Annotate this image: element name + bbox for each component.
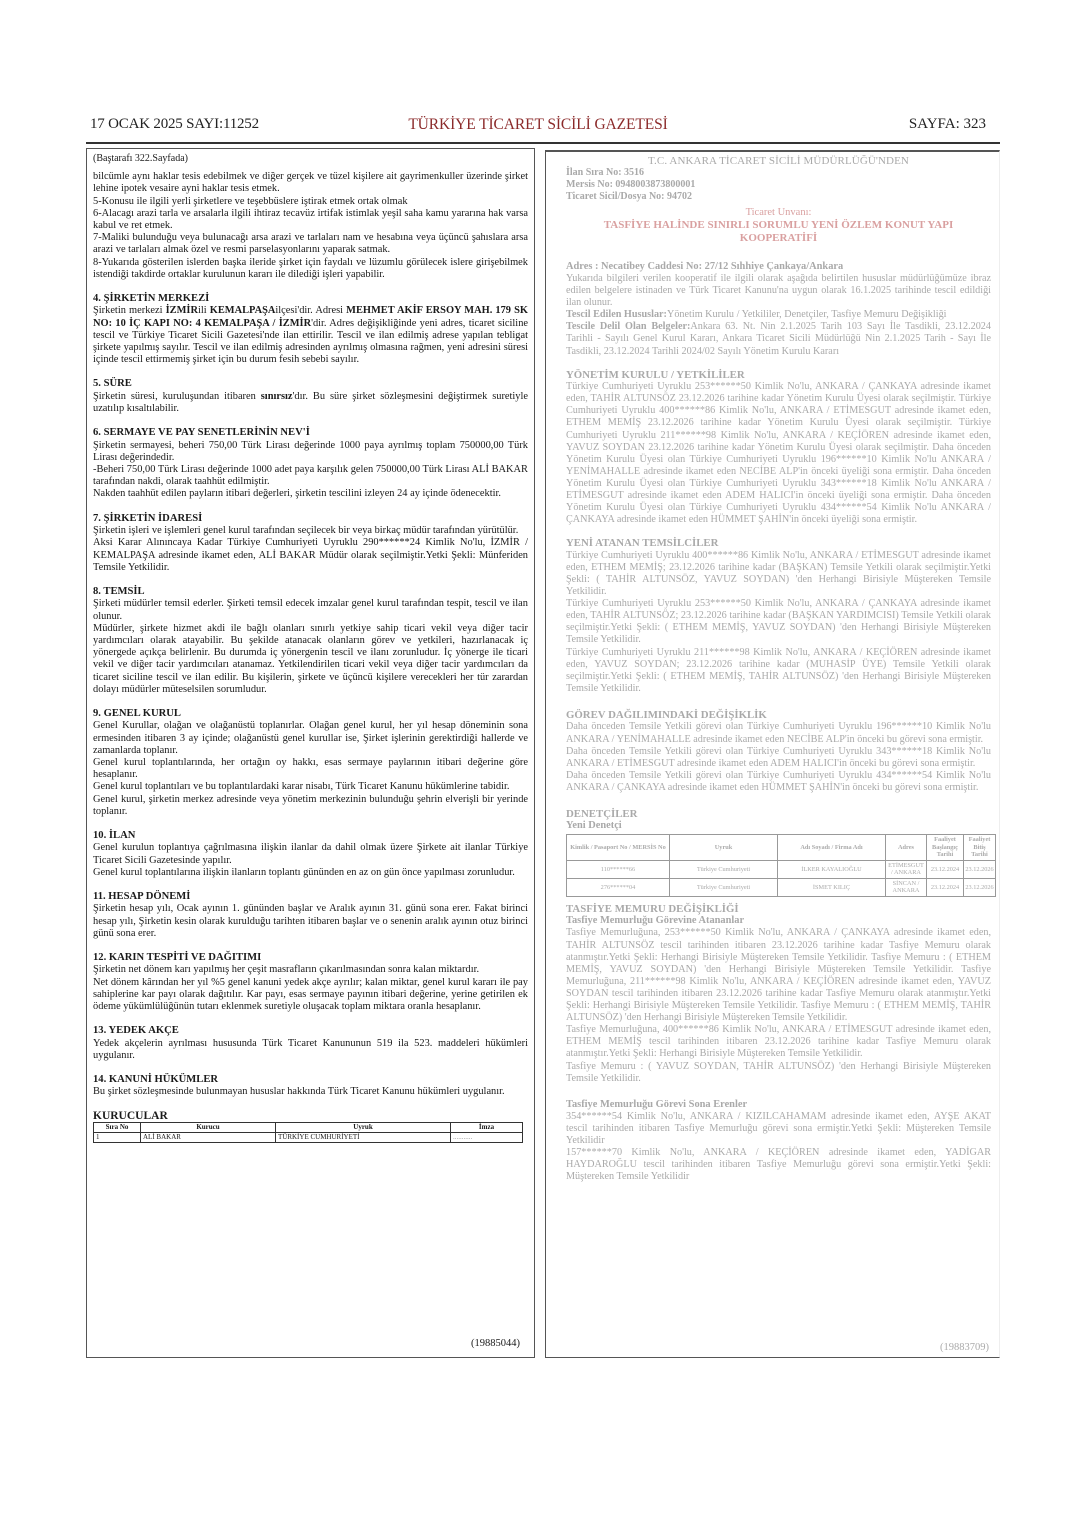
section-text: Türkiye Cumhuriyeti Uyruklu 253******50 Kimlik No'lu, ANKARA / ÇANKAYA adresinde ikamet eden, TAHİR ALTUNSÖZ 23.12.2026 tarihine kadar Yönetim Kurulu Üyesi olarak seçilmiştir. Türkiye Cumhuriyeti Uyruklu 400******86 Kimlik No'lu, ANKARA / ETİMESGUT adresinde ikamet eden, ETHEM MEMİŞ 23.12.2026 tarihine kadar Yönetim Kurulu Üyesi olarak seçilmiştir. Türkiye Cumhuriyeti Uyruklu 211******98 Kimlik No'lu, ANKARA / KEÇİÖREN adresinde ikamet eden, YAVUZ SOYDAN 23.12.2026 tarihine kadar Yönetim Kurulu Üyesi olarak seçilmiştir. Daha önceden Yönetim Kurulu Üyesi olan Türkiye Cumhuriyeti Uyruklu 196******10 Kimlik No'lu ANKARA / YENİMAHALLE adresinde ikamet eden NECİBE ALP'in önceki üyeliği sona ermiştir. Daha önceden Yönetim Kurulu Üyesi olan Türkiye Cumhuriyeti Uyruklu 343******18 Kimlik No'lu ANKARA / ETİMESGUT adresinde ikamet eden ADEM HALICI'in önceki üyeliği sona ermiştir. Daha önceden Yönetim Kurulu Üyesi olan Türkiye Cumhuriyeti Uyruklu 434******54 Kimlik No'lu ANKARA / ÇANKAYA adresinde ikamet eden HÜMMET ŞAHİN'in önceki üyeliği sona ermiştir.: [566, 381, 991, 526]
cell: 276******04: [567, 878, 670, 896]
page-header: [90, 116, 986, 138]
section-text: Şirketin merkezi İZMİRili KEMALPAŞAilçesi'dir. Adresi MEHMET AKİF ERSOY MAH. 179 SK NO: 10 İÇ KAPI NO: 4 KEMALPAŞA / İZMİR'dir. Adres değişikliğinde yeni adres, ticaret siciline tescil ve Türkiye Ticaret Sicili Gazetesi'nde ilan ettirilir. Tescil ve ilan edilmiş adrese yapılan tebligat şirkete yapılmış sayılır. Tescil ve ilan edilmiş adresinden ayrılmış olmasına rağmen, yeni adresini süresi içinde tescil ettirmemiş şirket için bu durum fesih sebebi sayılır.: [93, 305, 528, 366]
table-header-row: [567, 835, 996, 861]
intro-para: 7-Maliki bulunduğu veya bulunacağı arsa arazi ve tarlaları nam ve hesabına veya üçüncü şahıslara arsa arazi ve tarlaları almak özel ve resmi parselasyonlarını yaparak satmak.: [93, 232, 528, 256]
section-title: 8. TEMSİL: [93, 585, 145, 597]
col-header: Adres: [886, 835, 927, 861]
section-title: 5. SÜRE: [93, 378, 132, 390]
section-title: 9. GENEL KURUL: [93, 707, 182, 719]
section-text: Genel kurul toplantılarında, her ortağın oy hakkı, esas sermaye paylarının itibari değerine göre hesaplanır.: [93, 756, 528, 781]
section-title: 4. ŞİRKETİN MERKEZİ: [93, 293, 210, 305]
founders-table: [93, 1122, 523, 1143]
section-subtitle: Yeni Denetçi: [566, 820, 622, 832]
section-kar: [93, 952, 528, 1013]
col-header: Kurucu: [141, 1122, 276, 1132]
col-header: Adı Soyadı / Firma Adı: [778, 835, 886, 861]
section-hesap-donemi: [93, 891, 528, 940]
col-header: Uyruk: [670, 835, 778, 861]
cell: SİNCAN / ANKARA: [886, 878, 927, 896]
section-text: Daha önceden Temsile Yetkili görevi olan Türkiye Cumhuriyeti Uyruklu 434******54 Kimlik No'lu ANKARA / ÇANKAYA adresinde ikamet eden HÜMMET ŞAHİN'in önceki bu görevi sona ermiştir.: [566, 769, 991, 793]
section-idare: [93, 513, 528, 574]
page-number: SAYFA: 323: [908, 116, 986, 132]
trade-name-label: Ticaret Unvanı:: [745, 207, 812, 218]
section-text: Bu şirket sözleşmesinde bulunmayan hususlar hakkında Türk Ticaret Kanunu hükümleri uygulanır.: [93, 1086, 505, 1098]
ilan-sira-no: İlan Sıra No: 3516: [566, 167, 645, 178]
cell: İSMET KILIÇ: [778, 878, 886, 896]
intro-para: 6-Alacagı arazi tarla ve arsalarla ilgili ihtiraz tecavüz irtifak istimlak yeşil saha kamu yararına hak varsa kabul ve ret etmek.: [93, 207, 528, 232]
section-sermaye: [93, 427, 528, 500]
section-ilan: [93, 830, 528, 879]
left-column-announcement: [86, 148, 535, 1358]
section-yedek-akce: [93, 1025, 528, 1062]
section-text: Daha önceden Temsile Yetkili görevi olan Türkiye Cumhuriyeti Uyruklu 196******10 Kimlik No'lu ANKARA / YENİMAHALLE adresinde ikamet eden NECİBE ALP'in önceki bu görevi sona ermiştir.: [566, 721, 991, 745]
cell: 23.12.2026: [964, 860, 996, 878]
section-title: YENİ ATANAN TEMSİLCİLER: [566, 537, 719, 550]
office-title: T.C. ANKARA TİCARET SİCİLİ MÜDÜRLÜĞÜ'NDEN: [648, 155, 909, 167]
section-text: Şirketin işleri ve işlemleri genel kurul tarafından seçilecek bir veya birkaç müdür tarafından yürütülür.: [93, 525, 519, 537]
section-text: Müdürler, şirkete hizmet akdi ile bağlı olanları sınırlı yetkiye sahip ticari vekil veya diğer tacir yardımcıları olarak atayabilir. Bu şekilde atanacak olanların görev ve yetkileri, hazırlanacak iç yönergede açıkça belirlenir. Bu durumda iç yönergenin tescil ve ilanı zorunludur. İç yönerge ile ticari vekil ve diğer tacir yardımcıları atanamaz. Yetkilendirilen ticari vekil veya diğer tacir yardımcıları da ticaret siciline tescil ve ilan edilir. Bu kişilerin, şirkete ve üçüncü kişilere verecekleri her tür zarardan dolayı müdürler müteselsilen sorumludur.: [93, 622, 528, 695]
section-temsil: [93, 586, 528, 696]
section-text: Şirketin sermayesi, beheri 750,00 Türk Lirası değerinde 1000 paya ayrılmış toplam 750000,00 Türk Lirası değerindedir.: [93, 439, 528, 463]
founders-title: KURUCULAR: [93, 1109, 168, 1122]
col-header: İmza: [451, 1122, 523, 1132]
announcement-ref-number: (19883709): [940, 1342, 989, 1353]
section-title: 6. SERMAYE VE PAY SENETLERİNİN NEV'İ: [93, 427, 310, 439]
section-text: Nakden taahhüt edilen payların itibari değerleri, şirketin tescilini izleyen 24 ay içinde ödenecektir.: [93, 488, 501, 500]
cell: ...........: [451, 1132, 523, 1142]
section-text: Genel kurul toplantıları ve bu toplantılardaki karar nisabı, Türk Ticaret Kanunu hükümlerine tabidir.: [93, 781, 510, 793]
section-text: Daha önceden Temsile Yetkili görevi olan Türkiye Cumhuriyeti Uyruklu 343******18 Kimlik No'lu ANKARA / ETİMESGUT adresinde ikamet eden ADEM HALICI'in önceki bu görevi sona ermiştir.: [566, 745, 991, 769]
section-text: Genel Kurullar, olağan ve olağanüstü toplanırlar. Olağan genel kurul, her yıl hesap döneminin sona ermesinden itibaren 3 ay içinde; olağanüstü genel kurullar ise, Şirket işlerinin gerektirdiği hallerde ve zamanlarda toplanır.: [93, 720, 528, 756]
section-text: Şirketi müdürler temsil ederler. Şirketi temsil edecek imzalar genel kurul tarafından tespit, tescil ve ilan olunur.: [93, 598, 528, 622]
section-kanuni-hukumler: [93, 1074, 528, 1099]
col-header: Uyruk: [276, 1122, 451, 1132]
right-column-announcement: [545, 150, 1000, 1358]
table-header-row: [94, 1122, 523, 1132]
section-title: 12. KARIN TESPİTİ VE DAĞITIMI: [93, 952, 262, 963]
col-header: Sıra No: [94, 1122, 141, 1132]
section-text: Türkiye Cumhuriyeti Uyruklu 400******86 Kimlik No'lu, ANKARA / ETİMESGUT adresinde ikamet eden, ETHEM MEMİŞ; 23.12.2026 tarihine kadar (BAŞKAN) Temsile Yetkili olarak seçilmiştir.Yetki Şekli: ( TAHİR ALTUNSÖZ, YAVUZ SOYDAN) 'den Herhangi Birisiyle Müştereken Temsile Yetkilidir.: [566, 549, 991, 598]
continued-note: (Baştarafı 322.Sayfada): [93, 153, 188, 164]
section-title: 14. KANUNİ HÜKÜMLER: [93, 1074, 219, 1086]
section-title: GÖREV DAĞILIMINDAKİ DEĞİŞİKLİK: [566, 708, 767, 721]
section-text: Türkiye Cumhuriyeti Uyruklu 211******98 Kimlik No'lu, ANKARA / KEÇİÖREN adresinde ikamet eden, YAVUZ SOYDAN; 23.12.2026 tarihine kadar (MUHASİP ÜYE) Temsile Yetkili olarak seçilmiştir.Yetki Şekli: ( ETHEM MEMİŞ, TAHİR ALTUNSÖZ) 'den Herhangi Birisiyle Müştereken Temsile Yetkilidir.: [566, 646, 991, 694]
col-header: Faaliyet Bitiş Tarihi: [964, 835, 996, 861]
section-text: Tasfiye Memurluğuna, 400******86 Kimlik No'lu, ANKARA / ETİMESGUT adresinde ikamet eden, ETHEM MEMİŞ tescil tarihinden itibaren 23.12.2026 tarihine kadar Tasfiye Memuru olarak atanmıştır.Yetki Şekli: Herhangi Birisiyle Müştereken Temsile Yetkilidir.: [566, 1024, 991, 1060]
cell: 110******66: [567, 860, 670, 878]
section-text: 157******70 Kimlik No'lu, ANKARA / KEÇİÖREN adresinde ikamet eden, YADİGAR HAYDAROĞLU tescil tarihinden itibaren Tasfiye Memurluğu görevi sona ermiştir.Yetki Şekli: Müştereken Temsile Yetkilidir: [566, 1146, 991, 1183]
section-merkez: [93, 293, 528, 366]
section-subtitle: Tasfiye Memurluğu Görevine Atananlar: [566, 915, 745, 927]
section-text: Yedek akçelerin ayrılması hususunda Türk Ticaret Kanununun 519 ila 523. maddeleri hükümleri uygulanır.: [93, 1037, 528, 1061]
section-title: 10. İLAN: [93, 829, 136, 841]
section-genel-kurul: [93, 708, 528, 818]
section-text: 354******54 Kimlik No'lu, ANKARA / KIZILCAHAMAM adresinde ikamet eden, AYŞE AKAT tescil tarihinden itibaren Tasfiye Memurluğu görevi sona ermiştir.Yetki Şekli: Müştereken Temsile Yetkilidir: [566, 1110, 991, 1146]
cell: Türkiye Cumhuriyeti: [670, 878, 778, 896]
section-subtitle: Tasfiye Memurluğu Görevi Sona Erenler: [566, 1098, 748, 1110]
registered-matters: Tescil Edilen Hususlar:Yönetim Kurulu / Yetkililer, Denetçiler, Tasfiye Memuru Değişikliği: [566, 309, 947, 321]
section-text: Net dönem kârından her yıl %5 genel kanuni yedek akçe ayrılır; kalan miktar, genel kurul kararı ile pay sahiplerine kar payı olarak dağıtılır. Kar payı, esas sermaye payının itibari değerine, yerine getirilen ek ödeme yükümlülüğünün tutarı eklenmek suretiyle oluşacak toplam miktara oranla hesaplanır.: [93, 976, 528, 1013]
section-title: 7. ŞİRKETİN İDARESİ: [93, 512, 203, 524]
section-title: YÖNETİM KURULU / YETKİLİLER: [566, 368, 745, 381]
table-row: [567, 878, 996, 896]
announcement-ref-number: (19885044): [471, 1338, 520, 1349]
issue-date: 17 OCAK 2025 SAYI:11252: [90, 116, 259, 132]
cell: ETİMESGUT / ANKARA: [886, 860, 927, 878]
section-text: Şirketin net dönem karı yapılmış her çeşit masrafların çıkarılmasından sonra kalan miktardır.: [93, 964, 480, 976]
col-header: Faaliyet Başlangıç Tarihi: [927, 835, 964, 861]
intro-para: 5-Konusu ile ilgili yerli şirketlere ve teşebbüslere iştirak etmek ortak olmak: [93, 195, 408, 207]
sicil-no: Ticaret Sicil/Dosya No: 94702: [566, 191, 693, 202]
cell: ALİ BAKAR: [141, 1132, 276, 1142]
section-text: Genel kurul toplantılarına ilişkin ilanların toplantı gününden en az on gün önce yapılması zorunludur.: [93, 866, 515, 878]
section-text: Genel kurul, şirketin merkez adresinde veya yönetim merkezinin bulunduğu şehrin elverişli bir yerinde toplanır.: [93, 793, 528, 817]
intro-para: 8-Yukarıda gösterilen islerden başka ileride şirket için faydalı ve lüzumlu görülecek islere girişebilmek istendiği takdirde ortaklar kurulunun kararı ile dilediği işleri yapabilir.: [93, 256, 528, 280]
company-address: Adres : Necatibey Caddesi No: 27/12 Sıhhiye Çankaya/Ankara: [566, 261, 844, 272]
table-row: [567, 860, 996, 878]
table-row: [94, 1132, 523, 1142]
mersis-no: Mersis No: 0948003873800001: [566, 179, 696, 190]
header-divider: [86, 142, 1000, 144]
cell: 23.12.2024: [927, 860, 964, 878]
section-text: Şirketin hesap yılı, Ocak ayının 1. gününden başlar ve Aralık ayının 31. günü sona erer. Fakat birinci hesap yılı, Şirketin kesin olarak kurulduğu tarihten itibaren başlar ve o senenin aralık ayının otuz birinci günü sona erer.: [93, 903, 528, 939]
section-title: TASFİYE MEMURU DEĞİŞİKLİĞİ: [566, 902, 739, 915]
section-text: Tasfiye Memuru : ( YAVUZ SOYDAN, TAHİR ALTUNSÖZ) 'den Herhangi Birisiyle Müştereken Temsile Yetkilidir.: [566, 1060, 991, 1084]
cell: Türkiye Cumhuriyeti: [670, 860, 778, 878]
evidence-documents: Tescile Delil Olan Belgeler:Ankara 63. Nt. Nin 2.1.2025 Tarih 103 Sayı İle Tasdikli, 23.12.2024 Tarihli - Sayılı Genel Kurul Kararı, Ankara Ticaret Sicili Müdürlüğü Nin 2.1.2025 Tarih - Sayı İle Tasdikli, 23.12.2024 Tarihli 2024/02 Sayılı Yönetim Kurulu Kararı: [566, 321, 991, 357]
cell: 23.12.2024: [927, 878, 964, 896]
cell: 23.12.2026: [964, 878, 996, 896]
cell: 1: [94, 1132, 141, 1142]
auditors-table: [566, 834, 996, 897]
section-text: Tasfiye Memurluğuna, 253******50 Kimlik No'lu, ANKARA / ÇANKAYA adresinde ikamet eden, TAHİR ALTUNSÖZ tescil tarihinden itibaren 23.12.2026 tarihine kadar Tasfiye Memuru olarak atanmıştır.Yetki Şekli: Herhangi Birisiyle Müştereken Temsile Yetkilidir. Tasfiye Memuru : ( ETHEM MEMİŞ, YAVUZ SOYDAN) 'den Herhangi Birisiyle Müştereken Temsile Yetkilidir. Tasfiye Memurluğuna, 211******98 Kimlik No'lu, ANKARA / KEÇİÖREN adresinde ikamet eden, YAVUZ SOYDAN tescil tarihinden itibaren 23.12.2026 tarihine kadar Tasfiye Memuru olarak atanmıştır.Yetki Şekli: Herhangi Birisiyle Müştereken Temsile Yetkilidir. Tasfiye Memuru : ( ETHEM MEMİŞ, TAHİR ALTUNSÖZ) 'den Herhangi Birisiyle Müştereken Temsile Yetkilidir.: [566, 927, 991, 1024]
trade-name: TASFİYE HALİNDE SINIRLI SORUMLU YENİ ÖZLEM KONUT YAPI KOOPERATİFİ: [603, 219, 954, 244]
col-header: Kimlik / Pasaport No / MERSİS No: [567, 835, 670, 861]
section-text: Türkiye Cumhuriyeti Uyruklu 253******50 Kimlik No'lu, ANKARA / ÇANKAYA adresinde ikamet eden, TAHİR ALTUNSÖZ; 23.12.2026 tarihine kadar (BAŞKAN YARDIMCISI) Temsile Yetkili olarak seçilmiştir.Yetki Şekli: ( ETHEM MEMİŞ, YAVUZ SOYDAN) 'den Herhangi Birisiyle Müştereken Temsile Yetkilidir.: [566, 598, 991, 646]
section-title: 13. YEDEK AKÇE: [93, 1025, 179, 1037]
section-title: 11. HESAP DÖNEMİ: [93, 890, 191, 902]
section-text: Aksi Karar Alınıncaya Kadar Türkiye Cumhuriyeti Uyruklu 290******24 Kimlik No'lu, İZMİR / KEMALPAŞA adresinde ikamet eden, ALİ BAKAR Müdür olarak seçilmiştir.Yetki Şekli: Münferiden Temsile Yetkilidir.: [93, 537, 528, 573]
section-title: DENETÇİLER: [566, 807, 638, 820]
cell: İLKER KAYALIOĞLU: [778, 860, 886, 878]
section-text: Genel kurulun toplantıya çağrılmasına ilişkin ilanlar da dahil olmak üzere Şirkete ait ilanlar Türkiye Ticaret Sicili Gazetesinde yapılır.: [93, 842, 528, 866]
cell: TÜRKİYE CUMHURİYETİ: [276, 1132, 451, 1142]
section-text: Şirketin süresi, kuruluşundan itibaren sınırsız'dır. Bu süre şirket sözleşmesini değiştirmek suretiyle uzatılıp kısaltılabilir.: [93, 390, 528, 415]
section-text: -Beheri 750,00 Türk Lirası değerinde 1000 adet paya karşılık gelen 750000,00 Türk Lirası ALİ BAKAR tarafından nakdi, olarak taahhüt edilmiştir.: [93, 464, 528, 488]
intro-para: bilcümle aynı haklar tesis edebilmek ve diğer gerçek ve tüzel kişilere ait gayrimenkuller üzerinde şirket lehine ipotek vesaire ayni haklar tesis etmek.: [93, 171, 528, 195]
gazette-title: TÜRKİYE TİCARET SİCİLİ GAZETESİ: [408, 116, 668, 133]
intro-text: Yukarıda bilgileri verilen kooperatif ile ilgili olarak aşağıda belirtilen hususlar müdürlüğümüze ibraz edilen belgelere istinaden ve Türk Ticaret Kanunu'na uygun olarak 16.1.2025 tarihinde tescil edildiği ilan olunur.: [566, 273, 991, 309]
section-sure: [93, 378, 528, 415]
